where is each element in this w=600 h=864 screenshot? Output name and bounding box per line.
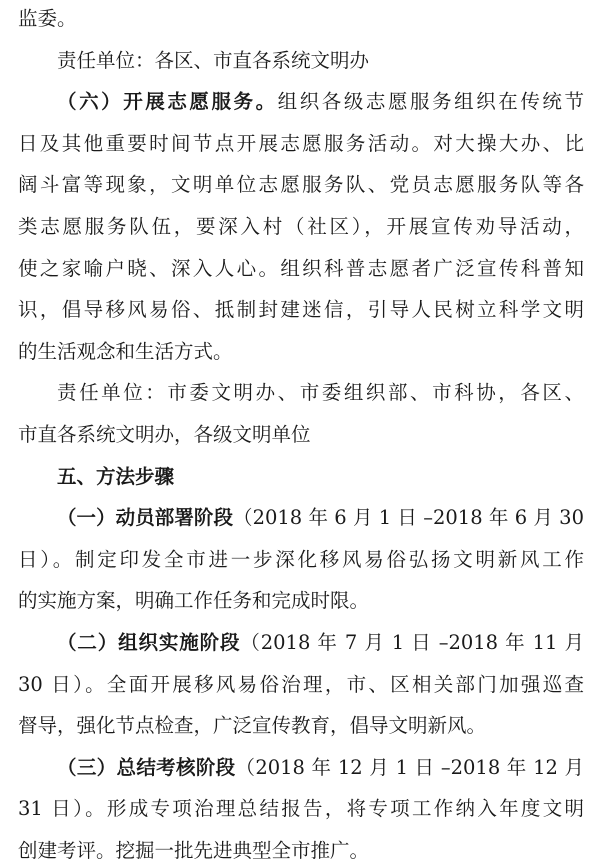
responsibility-line: 责任单位：各区、市直各系统文明办 [57, 48, 370, 72]
text-line: 监委。 [18, 7, 77, 30]
section-heading: 五、方法步骤 [57, 464, 175, 488]
text-line: 市直各系统文明办，各级文明单位 [18, 423, 311, 446]
section-item-6: （六）开展志愿服务。组织各级志愿服务组织在传统节 [57, 90, 584, 114]
text-line: 日及其他重要时间节点开展志愿服务活动。对大操大办、比 [18, 131, 584, 155]
text-line: 创建考评。挖掘一批先进典型全市推广。 [18, 839, 370, 862]
text-line: 的生活观念和生活方式。 [18, 339, 233, 363]
text-line: 的实施方案，明确工作任务和完成时限。 [18, 589, 370, 613]
text-line: 31 日）。形成专项治理总结报告，将专项工作纳入年度文明 [18, 797, 584, 821]
step-1: （一）动员部署阶段（2018 年 6 月 1 日 –2018 年 6 月 30 [57, 506, 584, 530]
text-line: 类志愿服务队伍，要深入村（社区），开展宣传劝导活动， [18, 215, 584, 238]
responsibility-line: 责任单位：市委文明办、市委组织部、市科协，各区、 [57, 381, 584, 405]
text-line: 使之家喻户晓、深入人心。组织科普志愿者广泛宣传科普知 [18, 256, 584, 280]
text-line: 识，倡导移风易俗、抵制封建迷信，引导人民树立科学文明 [18, 298, 584, 322]
text-line: 督导，强化节点检查，广泛宣传教育，倡导文明新风。 [18, 714, 487, 738]
text-line: 日）。制定印发全市进一步深化移风易俗弘扬文明新风工作 [18, 547, 584, 571]
step-heading: （三）总结考核阶段 [57, 755, 236, 779]
text-line: 30 日）。全面开展移风易俗治理，市、区相关部门加强巡查 [18, 672, 584, 696]
step-heading: （一）动员部署阶段 [57, 506, 234, 530]
step-2: （二）组织实施阶段（2018 年 7 月 1 日 –2018 年 11 月 [57, 631, 584, 654]
step-heading: （二）组织实施阶段 [57, 631, 241, 654]
step-3: （三）总结考核阶段（2018 年 12 月 1 日 –2018 年 12 月 [57, 755, 584, 779]
text-line: 阔斗富等现象，文明单位志愿服务队、党员志愿服务队等各 [18, 173, 584, 197]
item-heading: （六）开展志愿服务。 [57, 90, 278, 114]
